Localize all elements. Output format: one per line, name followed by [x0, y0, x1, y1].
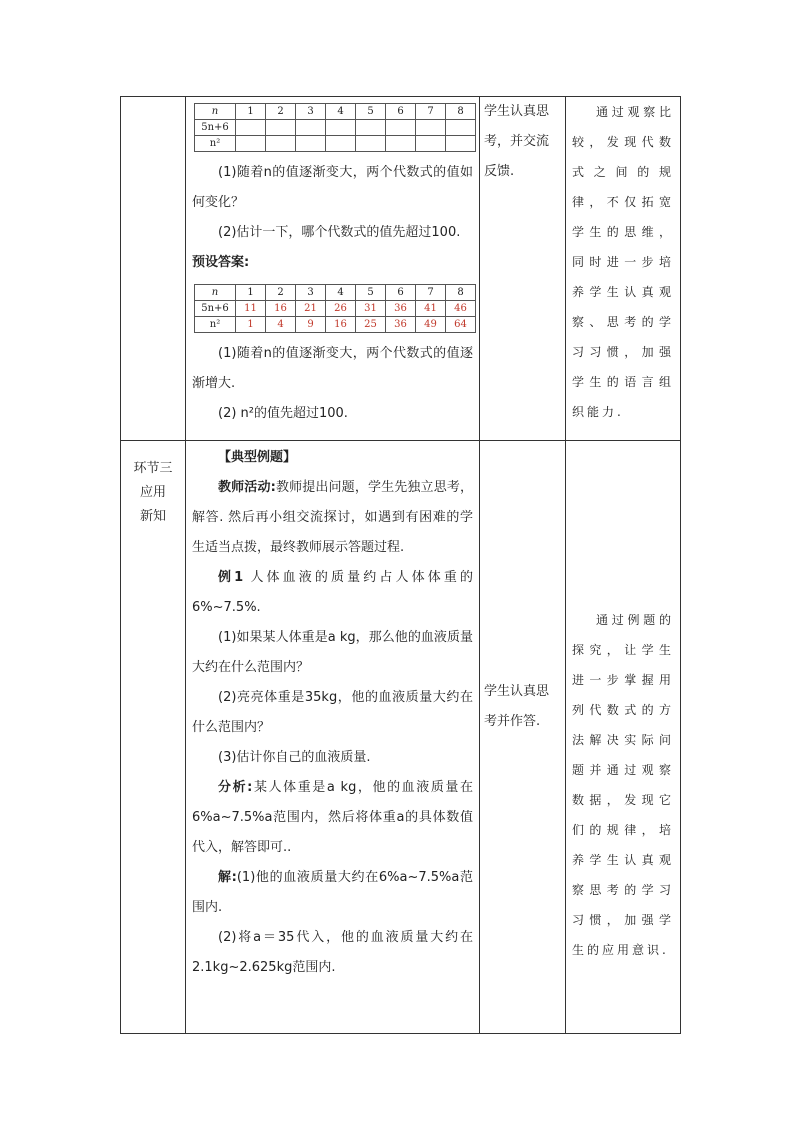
table-cell: 49 — [416, 317, 446, 333]
design-intent-cell — [566, 441, 681, 1034]
table-cell: 9 — [296, 317, 326, 333]
table-cell: 2 — [266, 104, 296, 120]
table-cell — [266, 136, 296, 152]
example-text: 人体血液的质量约占人体体重的6%~7.5%. — [192, 570, 473, 615]
table-cell — [236, 136, 266, 152]
example-question-3: (3)估计你自己的血液质量. — [218, 750, 371, 765]
design-intent-text: 通过例题的探究，让学生进一步掌握用列代数式的方法解决实际问题并通过观察数据，发现它们的规律，培养学生认真观察思考的学习习惯，加强学生的应用意识. — [572, 613, 674, 957]
table-cell: 7 — [416, 104, 446, 120]
table-cell: 36 — [386, 317, 416, 333]
table-cell: 4 — [266, 317, 296, 333]
example-question-2: (2)亮亮体重是35kg，他的血液质量大约在什么范围内？ — [192, 690, 473, 735]
blank-table-row — [195, 120, 476, 136]
table-cell: 41 — [416, 301, 446, 317]
stage-cell-empty — [121, 97, 186, 441]
answer-table-row — [195, 317, 476, 333]
teacher-text: 教师提出问题，学生先独立思考，解答. 然后再小组交流探讨，如遇到有困难的学生适当点拨，最终教师展示答题过程. — [192, 480, 473, 555]
teacher-activity — [192, 473, 473, 563]
table-cell — [386, 136, 416, 152]
table-cell: 31 — [356, 301, 386, 317]
content-cell — [186, 97, 480, 441]
table-cell: 2 — [266, 285, 296, 301]
table-cell — [236, 120, 266, 136]
blank-table — [194, 103, 476, 152]
table-cell: 21 — [296, 301, 326, 317]
table-cell — [446, 136, 476, 152]
table-cell — [326, 136, 356, 152]
example-label: 例1 — [218, 570, 244, 585]
section-title: 【典型例题】 — [218, 450, 297, 465]
solution-text: (1)他的血液质量大约在6%a~7.5%a范围内. — [192, 870, 473, 915]
analysis — [192, 773, 473, 863]
answer-table-header — [195, 285, 476, 301]
solution-1 — [192, 863, 473, 923]
table-cell: 64 — [446, 317, 476, 333]
table-cell: 25 — [356, 317, 386, 333]
table-cell: 16 — [266, 301, 296, 317]
table-cell: 11 — [236, 301, 266, 317]
table-cell: 8 — [446, 285, 476, 301]
table-cell: 5n+6 — [195, 120, 236, 136]
blank-table-header — [195, 104, 476, 120]
analysis-text: 某人体重是a kg，他的血液质量在6%a~7.5%a范围内，然后将体重a的具体数值代入，解答即可.. — [192, 780, 473, 855]
design-intent-text: 通过观察比较，发现代数式之间的规律，不仅拓宽学生的思维，同时进一步培养学生认真观察、思考的学习习惯，加强学生的语言组织能力. — [572, 105, 674, 419]
stage-cell — [121, 441, 186, 1034]
question-2: (2)估计一下，哪个代数式的值先超过100. — [218, 225, 461, 240]
table-cell: 1 — [236, 317, 266, 333]
table-cell: n — [195, 104, 236, 120]
table-cell: 4 — [326, 104, 356, 120]
table-cell: n² — [195, 317, 236, 333]
table-cell: 5 — [356, 285, 386, 301]
table-cell: 36 — [386, 301, 416, 317]
table-cell — [266, 120, 296, 136]
student-activity-text: 学生认真思考，并交流反馈. — [484, 104, 550, 179]
table-cell: 1 — [236, 285, 266, 301]
table-cell: 3 — [296, 285, 326, 301]
stage-label-line-2: 应用 — [139, 485, 166, 500]
lesson-row-exploration — [121, 97, 681, 441]
answer-heading: 预设答案: — [192, 255, 250, 270]
answer-1: (1)随着n的值逐渐变大，两个代数式的值逐渐增大. — [192, 346, 473, 391]
design-intent-cell — [566, 97, 681, 441]
table-cell — [296, 120, 326, 136]
table-cell: 5 — [356, 104, 386, 120]
table-cell: 8 — [446, 104, 476, 120]
teacher-label: 教师活动: — [218, 480, 276, 495]
table-cell — [446, 120, 476, 136]
student-activity-text: 学生认真思考并作答. — [484, 684, 550, 729]
lesson-row-application — [121, 441, 681, 1034]
table-cell: 16 — [326, 317, 356, 333]
answer-table — [194, 284, 476, 333]
table-cell: 4 — [326, 285, 356, 301]
table-cell: 6 — [386, 285, 416, 301]
table-cell — [356, 120, 386, 136]
table-cell — [416, 120, 446, 136]
example-question-1: (1)如果某人体重是a kg，那么他的血液质量大约在什么范围内？ — [192, 630, 473, 675]
table-cell — [296, 136, 326, 152]
student-activity-cell — [480, 441, 566, 1034]
question-1: (1)随着n的值逐渐变大，两个代数式的值如何变化？ — [192, 165, 473, 210]
table-cell: 5n+6 — [195, 301, 236, 317]
table-cell — [326, 120, 356, 136]
table-cell — [356, 136, 386, 152]
answer-2: (2) n²的值先超过100. — [218, 406, 348, 421]
content-cell — [186, 441, 480, 1034]
table-cell: 1 — [236, 104, 266, 120]
table-cell — [386, 120, 416, 136]
answer-table-row — [195, 301, 476, 317]
blank-table-row — [195, 136, 476, 152]
table-cell: n² — [195, 136, 236, 152]
stage-label-line-3: 新知 — [139, 509, 166, 524]
table-cell — [416, 136, 446, 152]
table-cell: 26 — [326, 301, 356, 317]
table-cell: 7 — [416, 285, 446, 301]
lesson-plan-table — [120, 96, 681, 1034]
table-cell: 6 — [386, 104, 416, 120]
solution-2: (2)将a＝35代入，他的血液质量大约在2.1kg~2.625kg范围内. — [192, 930, 473, 975]
table-cell: n — [195, 285, 236, 301]
example-1 — [192, 563, 473, 623]
student-activity-cell — [480, 97, 566, 441]
table-cell: 46 — [446, 301, 476, 317]
table-cell: 3 — [296, 104, 326, 120]
analysis-label: 分析: — [218, 780, 253, 795]
solution-label: 解: — [218, 870, 237, 885]
stage-label-line-1: 环节三 — [133, 461, 173, 476]
